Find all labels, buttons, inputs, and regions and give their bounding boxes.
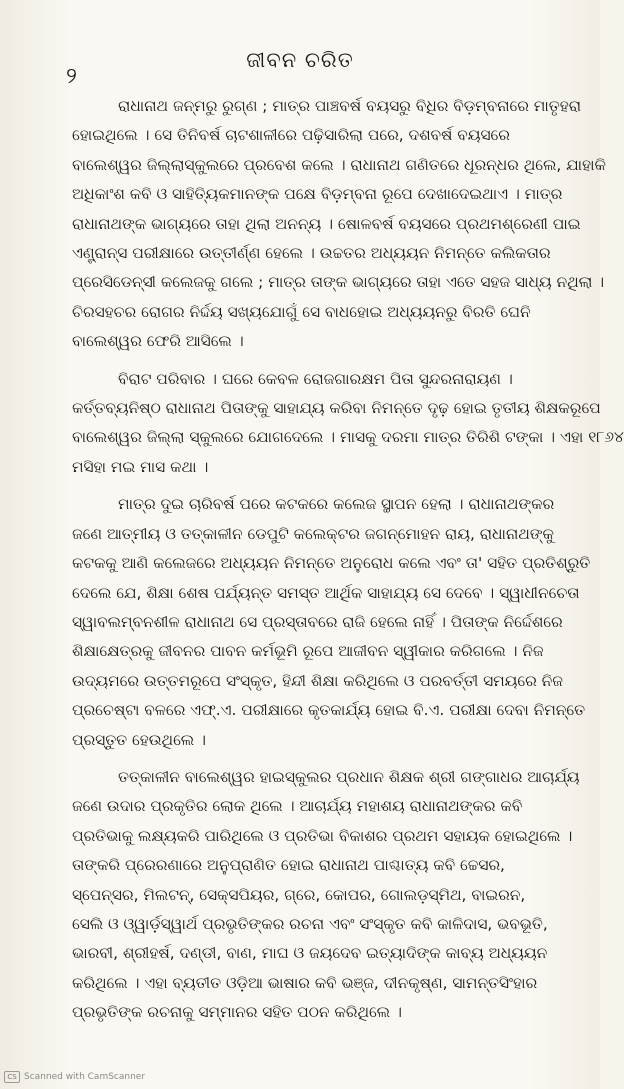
text-line: ରାଧାନାଥଙ୍କ ଭାଗ୍ୟରେ ତାହା ଥିଲା ଅନନ୍ୟ । ଷୋଳବର୍ଷ ବୟସରେ ପ୍ରଥମଶ୍ରେଣୀ ପାଇ [72, 214, 581, 233]
text-line: ଦେଲେ ଯେ, ଶିକ୍ଷା ଶେଷ ପର୍ଯ୍ୟନ୍ତ ସମସ୍ତ ଆର୍ଥିକ ସାହାଯ୍ୟ ସେ ଦେବେ । ସ୍ୱାଧୀନଚେତା [72, 583, 580, 602]
text-line: କରିଥିଲେ । ଏହା ବ୍ୟତୀତ ଓଡ଼ିଆ ଭାଷାର କବି ଭଞ୍ଜ, ଦୀନକୃଷ୍ଣ, ସାମନ୍ତସିଂହାର [72, 973, 538, 992]
text-line: ଶିକ୍ଷାକ୍ଷେତ୍ରକୁ ଜୀବନର ପାବନ କର୍ମଭୂମି ରୂପେ ଆଜୀବନ ସ୍ୱୀକାର କରିଗଲେ । ନିଜ [72, 642, 544, 661]
text-line: ଜଣେ ଉଦାର ପ୍ରକୃତିର ଲୋକ ଥିଲେ । ଆଚାର୍ଯ୍ୟ ମହାଶୟ ରାଧାନାଥଙ୍କର କବି [72, 797, 523, 816]
text-line: ମସିହା ମଇ ମାସ କଥା । [72, 457, 209, 476]
paragraph [72, 92, 606, 357]
text-line: ସ୍ୱାବଲମ୍ବନଶୀଳ ରାଧାନାଥ ସେ ପ୍ରସ୍ତାବରେ ରାଜି ହେଲେ ନାହିଁ । ପିତାଙ୍କ ନିର୍ଦ୍ଦେଶରେ [72, 612, 563, 631]
text-line: ବାଲେଶ୍ୱର ଜିଲ୍ଲା ସ୍କୁଲରେ ଯୋଗଦେଲେ । ମାସକୁ ଦରମା ମାତ୍ର ତିରିଶି ଟଙ୍କା । ଏହା ୧୮୬୪ [72, 428, 624, 447]
paragraph [72, 365, 624, 483]
text-line: କଟକକୁ ଆଣି କଲେଜରେ ଅଧ୍ୟୟନ ନିମନ୍ତେ ଅନୁରୋଧ କଲେ ଏବଂ ତା' ସହିତ ପ୍ରତିଶ୍ରୁତି [72, 554, 591, 573]
text-line: ସେଲି ଓ ଓ୍ୱାର୍ଡ଼ସ୍ୱାର୍ଥ ପ୍ରଭୃତିଙ୍କର ରଚନା ଏବଂ ସଂସ୍କୃତ କବି କାଳିଦାସ, ଭବଭୂତି, [72, 914, 548, 933]
text-line: ବିରାଟ ପରିବାର । ଘରେ କେବଳ ରୋଜଗାରକ୍ଷମ ପିତା ସୁନ୍ଦରନାରାୟଣ । [118, 369, 513, 388]
text-line: ପ୍ରଚେଷ୍ଟା ବଳରେ ଏଫ୍.ଏ. ପରୀକ୍ଷାରେ କୃତକାର୍ଯ୍ୟ ହୋଇ ବି.ଏ. ପରୀକ୍ଷା ଦେବା ନିମନ୍ତେ [72, 701, 586, 720]
text-line: ଚିରସହଚର ରୋଗର ନିର୍ଦ୍ଦୟ ସଖ୍ୟଯୋଗୁଁ ସେ ବାଧହୋଇ ଅଧ୍ୟୟନରୁ ବିରତି ଘେନି [72, 302, 531, 321]
text-line: ପ୍ରେସିଡେନ୍ସୀ କଲେଜକୁ ଗଲେ ; ମାତ୍ର ତାଙ୍କ ଭାଗ୍ୟରେ ତାହା ଏତେ ସହଜ ସାଧ୍ୟ ନଥିଲା । [72, 273, 605, 292]
text-line: ହୋଇଥିଲେ । ସେ ତିନିବର୍ଷ ଚାଟଶାଳୀରେ ପଢ଼ିସାରିଲା ପରେ, ଦଶବର୍ଷ ବୟସରେ [72, 126, 510, 145]
paragraph [72, 763, 580, 1028]
watermark-text: Scanned with CamScanner [24, 1072, 146, 1082]
text-line: ପ୍ରସ୍ତୁତ ହେଉଥିଲେ । [72, 730, 206, 749]
text-line: ତାଙ୍କରି ପ୍ରେରଣାରେ ଅନୁପ୍ରାଣିତ ହୋଇ ରାଧାନାଥ ପାଶ୍ଚାତ୍ୟ କବି ଚ୍ଚେସର, [72, 856, 505, 875]
page-number: ୨ [66, 64, 77, 89]
text-line: ପ୍ରତିଭାକୁ ଲକ୍ଷ୍ୟକରି ପାରିଥିଲେ ଓ ପ୍ରତିଭା ବିକାଶର ପ୍ରଥମ ସହାୟକ ହୋଇଥିଲେ । [72, 826, 573, 845]
text-line: ମାତ୍ର ଦୁଇ ଚାରିବର୍ଷ ପରେ କଟକରେ କଲେଜ ସ୍ଥାପନ ହେଲା । ରାଧାନାଥଙ୍କର [118, 495, 555, 514]
paragraph [72, 490, 591, 755]
text-line: ବାଲେଶ୍ୱର ଫେରି ଆସିଲେ । [72, 332, 244, 351]
running-title: ଜୀବନ ଚରିତ [246, 48, 354, 72]
text-line: ଏଣ୍ଟ୍ରାନ୍ସ ପରୀକ୍ଷାରେ ଉତ୍ତୀର୍ଣ୍ଣ ହେଲେ । ଉଚ୍ଚତର ଅଧ୍ୟୟନ ନିମନ୍ତେ କଲିକତାର [72, 244, 551, 263]
text-line: ଅଧିକାଂଶ କବି ଓ ସାହିତ୍ୟିକମାନଙ୍କ ପକ୍ଷେ ବିଡ଼ମ୍ବନା ରୂପେ ଦେଖାଦେଇଥାଏ । ମାତ୍ର [72, 185, 563, 204]
text-line: ସ୍ପେନ୍ସର, ମିଲଟନ୍, ସେକ୍ସପିୟର, ଗ୍ରେ, କୋପର, ଗୋଲଡ଼ସ୍ମିଥ, ବାଇରନ, [72, 885, 526, 904]
text-line: ଜଣେ ଆତ୍ମୀୟ ଓ ତତ୍କାଳୀନ ଡେପୁଟି କଲେକ୍ଟର ଜଗନ୍ମୋହନ ରାୟ, ରାଧାନାଥଙ୍କୁ [72, 524, 554, 543]
text-line: ପ୍ରଭୃତିଙ୍କ ରଚନାକୁ ସମ୍ମାନର ସହିତ ପଠନ କରିଥିଲେ । [72, 1003, 402, 1022]
text-line: କର୍ତ୍ତବ୍ୟନିଷ୍ଠ ରାଧାନାଥ ପିତାଙ୍କୁ ସାହାଯ୍ୟ କରିବା ନିମନ୍ତେ ଦୃଢ଼ ହୋଇ ତୃତୀୟ ଶିକ୍ଷକରୂପେ [72, 399, 601, 418]
camscanner-logo-icon: CS [4, 1071, 20, 1083]
text-line: ଉଦ୍ୟମରେ ଉତ୍ତମରୂପେ ସଂସ୍କୃତ, ହିନ୍ଦୀ ଶିକ୍ଷା କରିଥିଲେ ଓ ପରବର୍ତ୍ତୀ ସମୟରେ ନିଜ [72, 671, 563, 690]
text-line: ତତ୍କାଳୀନ ବାଲେଶ୍ୱର ହାଇସ୍କୁଲର ପ୍ରଧାନ ଶିକ୍ଷକ ଶ୍ରୀ ଗଙ୍ଗାଧର ଆଚାର୍ଯ୍ୟ [118, 767, 580, 786]
text-line: ରାଧାନାଥ ଜନ୍ମରୁ ରୁଗ୍ଣ ; ମାତ୍ର ପାଞ୍ଚବର୍ଷ ବୟସରୁ ବିଧିର ବିଡ଼ମ୍ବନାରେ ମାତୃହରା [118, 97, 581, 115]
text-line: ଭାରବୀ, ଶ୍ରୀହର୍ଷ, ଦଣ୍ଡୀ, ବାଣ, ମାଘ ଓ ଜୟଦେବ ଇତ୍ୟାଦିଙ୍କ କାବ୍ୟ ଅଧ୍ୟୟନ [72, 944, 548, 963]
text-line: ବାଲେଶ୍ୱର ଜିଲ୍ଲାସ୍କୁଲରେ ପ୍ରବେଶ କଲେ । ରାଧାନାଥ ଗଣିତରେ ଧୂରନ୍ଧର ଥିଲେ, ଯାହାକି [72, 155, 606, 174]
page-header [0, 38, 600, 89]
scanner-watermark [4, 1071, 145, 1083]
body-text [72, 92, 624, 1036]
